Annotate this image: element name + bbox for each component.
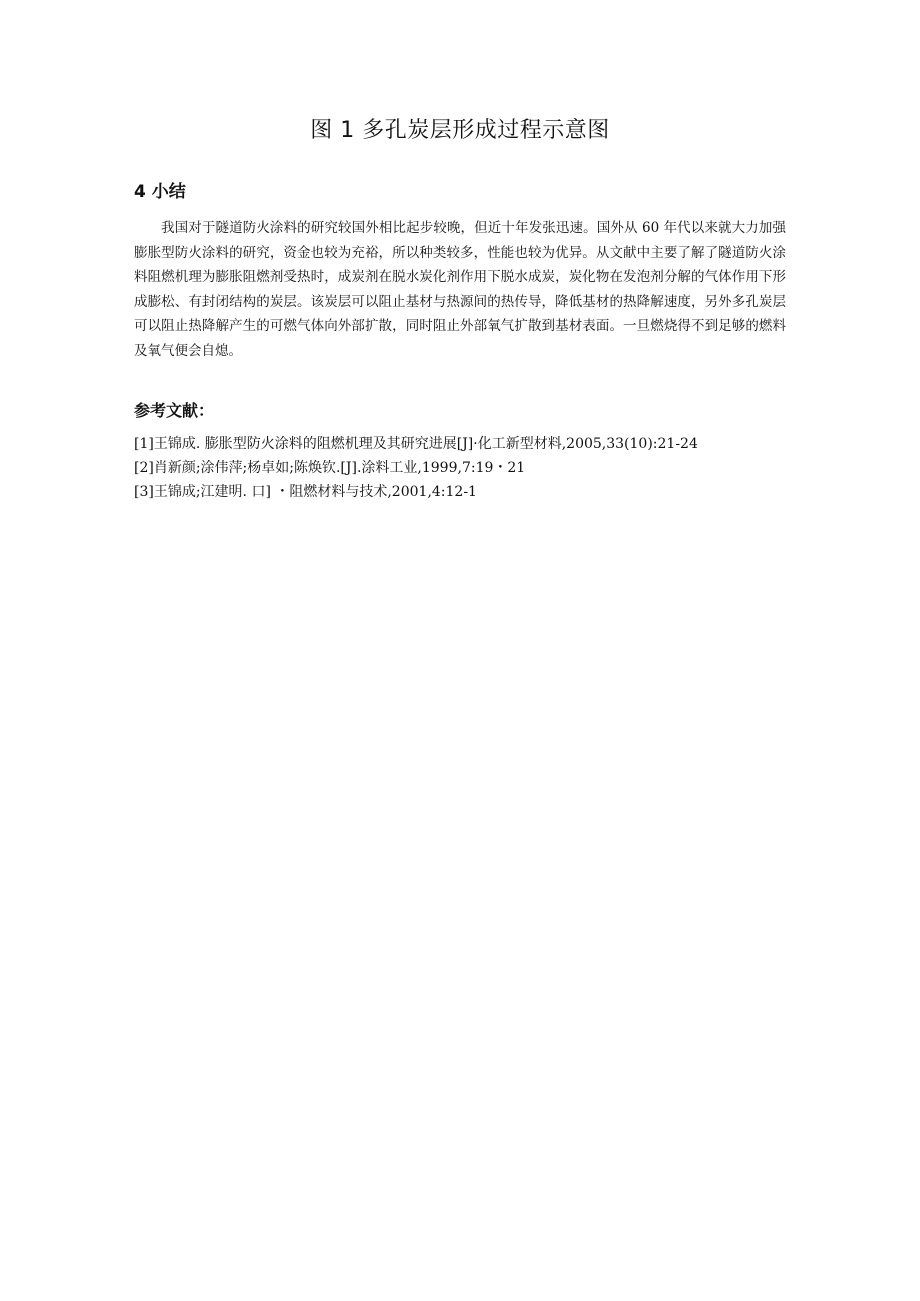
references-list — [134, 432, 794, 504]
reference-item-2: [2]肖新颜;涂伟萍;杨卓如;陈焕钦.[J].涂料工业,1999,7:19・21 — [134, 460, 526, 476]
section-heading-summary: 4 小结 — [134, 182, 186, 202]
summary-paragraph: 我国对于隧道防火涂料的研究较国外相比起步较晚，但近十年发张迅速。国外从 60 年代以来就大力加强膨胀型防火涂料的研究，资金也较为充裕，所以种类较多，性能也较为优异。从文献中主要了解了隧道防火涂料阻燃机理为膨胀阻燃剂受热时，成炭剂在脱水炭化剂作用下脱水成炭，炭化物在发泡剂分解的气体作用下形成膨松、有封闭结构的炭层。该炭层可以阻止基材与热源间的热传导，降低基材的热降解速度，另外多孔炭层可以阻止热降解产生的可燃气体向外部扩散，同时阻止外部氧气扩散到基材表面。一旦燃烧得不到足够的燃料及氧气便会自熄。 — [134, 220, 786, 359]
reference-item-3: [3]王锦成;江建明. 口] ・阻燃材料与技术,2001,4:12-1 — [134, 484, 477, 500]
reference-item-1: [1]王锦成. 膨胀型防火涂料的阻燃机理及其研究进展[J]·化工新型材料,2005,33(10):21-24 — [134, 436, 698, 452]
references-heading: 参考文献： — [134, 401, 215, 420]
figure-caption: 图 1 多孔炭层形成过程示意图 — [310, 118, 610, 143]
